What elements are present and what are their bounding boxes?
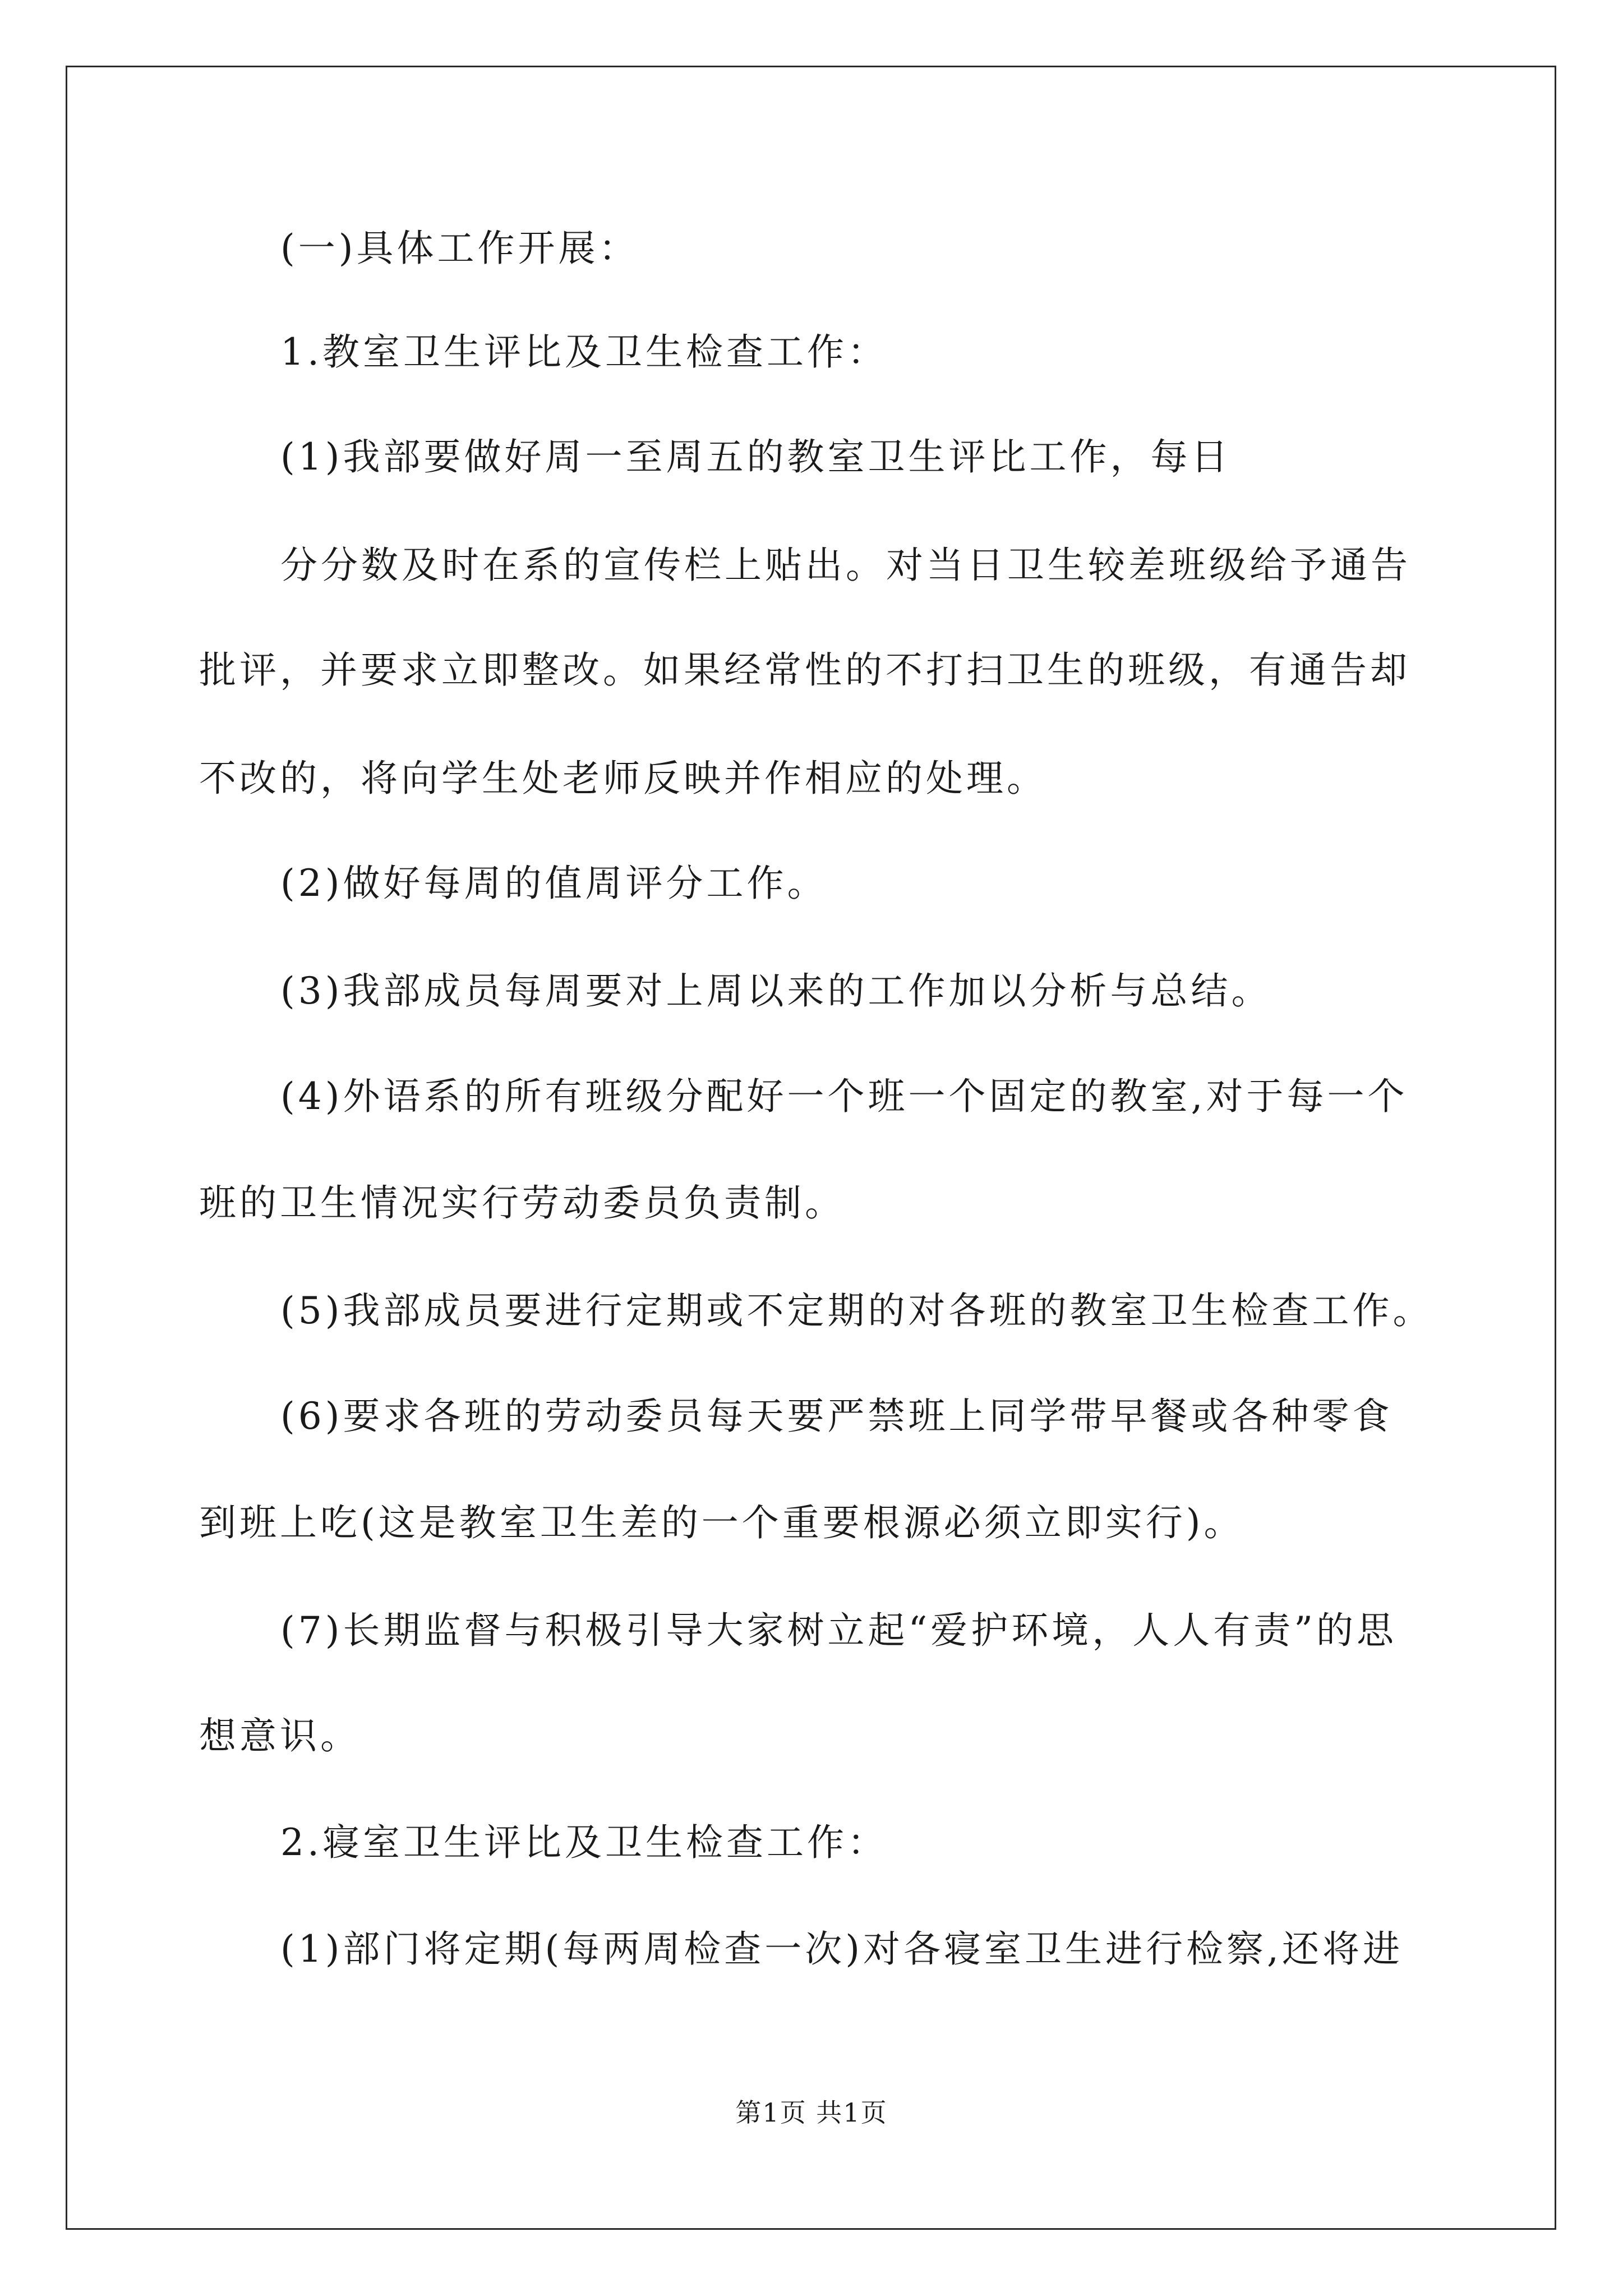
paragraph-line: (1)我部要做好周一至周五的教室卫生评比工作，每日 (280, 435, 1232, 478)
section-heading: (一)具体工作开展： (280, 227, 639, 270)
paragraph-line: 到班上吃(这是教室卫生差的一个重要根源必须立即实行)。 (199, 1501, 1244, 1544)
paragraph-line: 不改的，将向学生处老师反映并作相应的处理。 (199, 757, 1047, 800)
page-footer: 第1页 共1页 (735, 2097, 888, 2128)
subsection-heading: 1.教室卫生评比及卫生检查工作： (280, 330, 888, 374)
paragraph-line: (4)外语系的所有班级分配好一个班一个固定的教室,对于每一个 (280, 1075, 1408, 1118)
paragraph-line: 班的卫生情况实行劳动委员负责制。 (199, 1181, 845, 1225)
subsection-heading: 2.寝室卫生评比及卫生检查工作： (280, 1821, 888, 1864)
paragraph-line: (7)长期监督与积极引导大家树立起“爱护环境，人人有责”的思 (280, 1609, 1397, 1652)
paragraph-line: (6)要求各班的劳动委员每天要严禁班上同学带早餐或各种零食 (280, 1395, 1393, 1438)
paragraph-line: (5)我部成员要进行定期或不定期的对各班的教室卫生检查工作。 (280, 1289, 1433, 1332)
page-border (66, 66, 1556, 2230)
paragraph-line: (2)做好每周的值周评分工作。 (280, 862, 828, 905)
paragraph-line: 批评，并要求立即整改。如果经常性的不打扫卫生的班级，有通告却 (199, 648, 1410, 692)
paragraph-line: 分分数及时在系的宣传栏上贴出。对当日卫生较差班级给予通告 (280, 544, 1411, 587)
paragraph-line: (1)部门将定期(每两周检查一次)对各寝室卫生进行检察,还将进 (280, 1927, 1403, 1971)
paragraph-line: 想意识。 (199, 1714, 361, 1757)
paragraph-line: (3)我部成员每周要对上周以来的工作加以分析与总结。 (280, 969, 1272, 1013)
